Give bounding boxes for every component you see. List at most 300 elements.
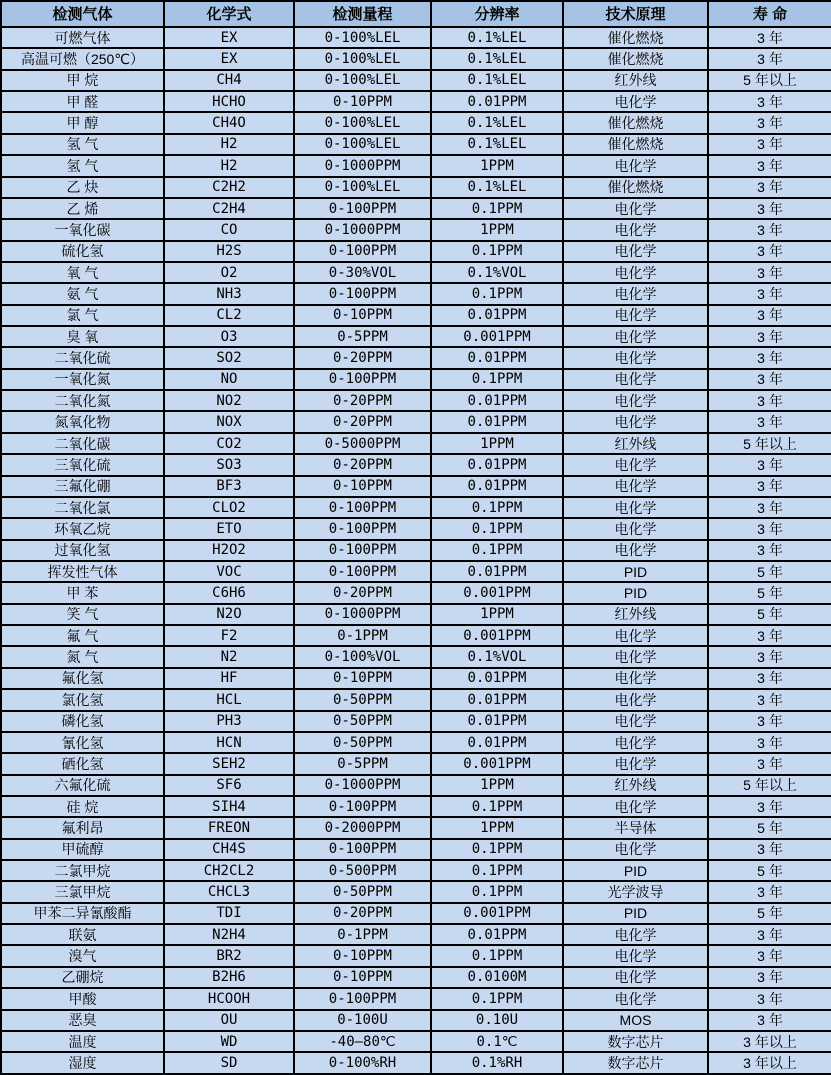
cell-lifespan: 5 年以上 [708, 70, 831, 91]
cell-resolution: 0.1%VOL [431, 262, 563, 283]
cell-formula: H2O2 [164, 540, 294, 561]
cell-formula: SO3 [164, 454, 294, 475]
cell-formula: EX [164, 48, 294, 69]
header-principle: 技术原理 [563, 1, 708, 27]
cell-resolution: 0.1%LEL [431, 112, 563, 133]
table-row [1, 48, 831, 69]
cell-formula: C6H6 [164, 582, 294, 603]
cell-principle: 电化学 [563, 91, 708, 112]
cell-principle: 数字芯片 [563, 1052, 708, 1074]
cell-principle: 红外线 [563, 70, 708, 91]
cell-lifespan: 3 年 [708, 326, 831, 347]
cell-lifespan: 3 年以上 [708, 1031, 831, 1052]
cell-formula: HCN [164, 732, 294, 753]
cell-principle: 光学波导 [563, 881, 708, 902]
cell-resolution: 0.1PPM [431, 518, 563, 539]
cell-principle: 电化学 [563, 262, 708, 283]
cell-range: 0-20PPM [294, 390, 431, 411]
cell-range: 0-100PPM [294, 497, 431, 518]
cell-gas: 甲硫醇 [1, 839, 164, 860]
cell-gas: 二氧化氮 [1, 390, 164, 411]
cell-principle: 电化学 [563, 924, 708, 945]
cell-lifespan: 5 年 [708, 817, 831, 838]
cell-formula: CH4O [164, 112, 294, 133]
cell-range: 0-100%LEL [294, 134, 431, 155]
table-row [1, 945, 831, 966]
cell-gas: 氟化氢 [1, 668, 164, 689]
cell-lifespan: 3 年 [708, 198, 831, 219]
cell-range: 0-100PPM [294, 241, 431, 262]
cell-range: 0-100PPM [294, 369, 431, 390]
cell-formula: N2O [164, 604, 294, 625]
cell-resolution: 0.1PPM [431, 860, 563, 881]
cell-resolution: 0.1PPM [431, 283, 563, 304]
cell-principle: 催化燃烧 [563, 48, 708, 69]
cell-resolution: 0.1%LEL [431, 134, 563, 155]
cell-principle: 数字芯片 [563, 1031, 708, 1052]
cell-range: 0-5000PPM [294, 433, 431, 454]
cell-lifespan: 3 年 [708, 347, 831, 368]
cell-gas: 三氯甲烷 [1, 881, 164, 902]
cell-formula: CH4 [164, 70, 294, 91]
cell-resolution: 1PPM [431, 433, 563, 454]
cell-resolution: 0.01PPM [431, 711, 563, 732]
cell-range: 0-50PPM [294, 881, 431, 902]
cell-range: 0-2000PPM [294, 817, 431, 838]
cell-lifespan: 3 年 [708, 967, 831, 988]
cell-range: 0-100%LEL [294, 48, 431, 69]
table-row [1, 411, 831, 432]
table-row [1, 91, 831, 112]
cell-lifespan: 5 年 [708, 582, 831, 603]
cell-formula: BR2 [164, 945, 294, 966]
cell-range: 0-1000PPM [294, 155, 431, 176]
header-gas: 检测气体 [1, 1, 164, 27]
table-body [1, 27, 831, 1074]
table-row [1, 518, 831, 539]
cell-gas: 二氧化氯 [1, 497, 164, 518]
cell-principle: 半导体 [563, 817, 708, 838]
cell-resolution: 0.1PPM [431, 241, 563, 262]
table-row [1, 241, 831, 262]
cell-resolution: 0.1%LEL [431, 27, 563, 48]
cell-formula: HCOOH [164, 988, 294, 1009]
cell-formula: HF [164, 668, 294, 689]
cell-principle: 电化学 [563, 219, 708, 240]
cell-lifespan: 3 年 [708, 711, 831, 732]
cell-range: 0-10PPM [294, 668, 431, 689]
cell-gas: 氯化氢 [1, 689, 164, 710]
cell-resolution: 0.01PPM [431, 454, 563, 475]
cell-range: 0-100%VOL [294, 646, 431, 667]
cell-principle: PID [563, 561, 708, 582]
cell-formula: SF6 [164, 775, 294, 796]
cell-lifespan: 5 年 [708, 604, 831, 625]
cell-lifespan: 3 年 [708, 924, 831, 945]
cell-range: 0-100%LEL [294, 177, 431, 198]
cell-formula: EX [164, 27, 294, 48]
cell-lifespan: 3 年 [708, 390, 831, 411]
cell-formula: NH3 [164, 283, 294, 304]
cell-lifespan: 3 年 [708, 177, 831, 198]
cell-range: -40—80℃ [294, 1031, 431, 1052]
cell-gas: 磷化氢 [1, 711, 164, 732]
cell-gas: 可燃气体 [1, 27, 164, 48]
cell-lifespan: 3 年 [708, 881, 831, 902]
cell-principle: 电化学 [563, 390, 708, 411]
cell-formula: SO2 [164, 347, 294, 368]
table-row [1, 817, 831, 838]
cell-gas: 联氨 [1, 924, 164, 945]
cell-principle: 催化燃烧 [563, 134, 708, 155]
cell-principle: 电化学 [563, 155, 708, 176]
table-row [1, 433, 831, 454]
cell-gas: 硒化氢 [1, 753, 164, 774]
cell-resolution: 0.1PPM [431, 839, 563, 860]
cell-gas: 乙硼烷 [1, 967, 164, 988]
cell-range: 0-50PPM [294, 732, 431, 753]
table-row [1, 860, 831, 881]
cell-resolution: 0.01PPM [431, 924, 563, 945]
cell-range: 0-10PPM [294, 945, 431, 966]
cell-principle: 电化学 [563, 753, 708, 774]
cell-resolution: 0.01PPM [431, 689, 563, 710]
cell-lifespan: 3 年 [708, 796, 831, 817]
cell-principle: 电化学 [563, 839, 708, 860]
cell-gas: 甲 醛 [1, 91, 164, 112]
cell-gas: 甲 苯 [1, 582, 164, 603]
cell-range: 0-100%LEL [294, 70, 431, 91]
cell-range: 0-5PPM [294, 326, 431, 347]
table-row [1, 924, 831, 945]
cell-gas: 湿度 [1, 1052, 164, 1074]
cell-range: 0-100%LEL [294, 27, 431, 48]
cell-lifespan: 3 年 [708, 305, 831, 326]
cell-gas: 乙 炔 [1, 177, 164, 198]
cell-range: 0-50PPM [294, 711, 431, 732]
cell-resolution: 0.0100M [431, 967, 563, 988]
cell-range: 0-100PPM [294, 283, 431, 304]
cell-gas: 高温可燃（250℃） [1, 48, 164, 69]
table-row [1, 70, 831, 91]
cell-resolution: 1PPM [431, 604, 563, 625]
cell-principle: PID [563, 903, 708, 924]
table-row [1, 753, 831, 774]
table-row [1, 390, 831, 411]
cell-principle: 电化学 [563, 369, 708, 390]
cell-gas: 二氧化硫 [1, 347, 164, 368]
cell-lifespan: 5 年 [708, 561, 831, 582]
cell-lifespan: 3 年 [708, 753, 831, 774]
cell-resolution: 0.01PPM [431, 732, 563, 753]
cell-gas: 氮氧化物 [1, 411, 164, 432]
cell-range: 0-1PPM [294, 924, 431, 945]
cell-formula: N2 [164, 646, 294, 667]
cell-gas: 甲苯二异氰酸酯 [1, 903, 164, 924]
cell-range: 0-100PPM [294, 540, 431, 561]
cell-principle: 电化学 [563, 305, 708, 326]
table-row [1, 561, 831, 582]
cell-range: 0-100PPM [294, 839, 431, 860]
cell-range: 0-10PPM [294, 91, 431, 112]
cell-lifespan: 3 年 [708, 945, 831, 966]
cell-principle: 催化燃烧 [563, 27, 708, 48]
cell-resolution: 0.01PPM [431, 91, 563, 112]
cell-gas: 三氧化硫 [1, 454, 164, 475]
cell-lifespan: 3 年 [708, 497, 831, 518]
cell-lifespan: 3 年 [708, 283, 831, 304]
cell-resolution: 0.001PPM [431, 582, 563, 603]
table-row [1, 219, 831, 240]
table-row [1, 476, 831, 497]
cell-lifespan: 3 年 [708, 112, 831, 133]
cell-gas: 氟利昂 [1, 817, 164, 838]
cell-principle: 电化学 [563, 732, 708, 753]
table-row [1, 305, 831, 326]
cell-principle: 电化学 [563, 540, 708, 561]
cell-resolution: 0.01PPM [431, 668, 563, 689]
cell-formula: NO2 [164, 390, 294, 411]
cell-principle: 电化学 [563, 796, 708, 817]
cell-range: 0-100PPM [294, 796, 431, 817]
cell-principle: 电化学 [563, 476, 708, 497]
cell-formula: VOC [164, 561, 294, 582]
cell-formula: ETO [164, 518, 294, 539]
cell-resolution: 0.1PPM [431, 881, 563, 902]
header-formula: 化学式 [164, 1, 294, 27]
cell-range: 0-500PPM [294, 860, 431, 881]
cell-lifespan: 3 年 [708, 134, 831, 155]
table-row [1, 198, 831, 219]
table-row [1, 582, 831, 603]
cell-lifespan: 3 年 [708, 1010, 831, 1031]
cell-resolution: 0.1PPM [431, 540, 563, 561]
cell-principle: 红外线 [563, 604, 708, 625]
cell-resolution: 1PPM [431, 219, 563, 240]
cell-gas: 二氧化碳 [1, 433, 164, 454]
cell-principle: 电化学 [563, 518, 708, 539]
cell-principle: 催化燃烧 [563, 177, 708, 198]
table-row [1, 689, 831, 710]
cell-lifespan: 5 年以上 [708, 433, 831, 454]
cell-gas: 氧 气 [1, 262, 164, 283]
cell-resolution: 0.01PPM [431, 390, 563, 411]
cell-resolution: 0.1PPM [431, 198, 563, 219]
cell-formula: H2 [164, 134, 294, 155]
cell-formula: OU [164, 1010, 294, 1031]
cell-range: 0-20PPM [294, 454, 431, 475]
cell-range: 0-10PPM [294, 305, 431, 326]
cell-gas: 氮 气 [1, 646, 164, 667]
cell-lifespan: 3 年 [708, 369, 831, 390]
cell-range: 0-50PPM [294, 689, 431, 710]
cell-gas: 过氧化氢 [1, 540, 164, 561]
cell-lifespan: 3 年 [708, 668, 831, 689]
cell-lifespan: 3 年 [708, 476, 831, 497]
table-row [1, 625, 831, 646]
cell-resolution: 0.01PPM [431, 347, 563, 368]
cell-principle: 电化学 [563, 283, 708, 304]
cell-range: 0-1000PPM [294, 775, 431, 796]
cell-range: 0-10PPM [294, 476, 431, 497]
cell-gas: 硫化氢 [1, 241, 164, 262]
cell-lifespan: 3 年 [708, 48, 831, 69]
cell-lifespan: 3 年 [708, 689, 831, 710]
cell-formula: BF3 [164, 476, 294, 497]
cell-gas: 氰化氢 [1, 732, 164, 753]
cell-resolution: 0.10U [431, 1010, 563, 1031]
cell-range: 0-20PPM [294, 411, 431, 432]
cell-formula: TDI [164, 903, 294, 924]
cell-gas: 氨 气 [1, 283, 164, 304]
cell-gas: 挥发性气体 [1, 561, 164, 582]
table-row [1, 646, 831, 667]
cell-resolution: 0.1PPM [431, 369, 563, 390]
cell-resolution: 0.1%LEL [431, 177, 563, 198]
table-row [1, 604, 831, 625]
table-row [1, 1052, 831, 1074]
cell-resolution: 0.1PPM [431, 796, 563, 817]
cell-gas: 臭 氧 [1, 326, 164, 347]
cell-lifespan: 3 年 [708, 839, 831, 860]
cell-range: 0-100PPM [294, 988, 431, 1009]
cell-formula: CL2 [164, 305, 294, 326]
cell-principle: 电化学 [563, 347, 708, 368]
cell-resolution: 0.01PPM [431, 476, 563, 497]
cell-range: 0-100PPM [294, 561, 431, 582]
cell-principle: 电化学 [563, 241, 708, 262]
cell-resolution: 0.001PPM [431, 903, 563, 924]
cell-formula: CO2 [164, 433, 294, 454]
cell-principle: 电化学 [563, 689, 708, 710]
table-row [1, 775, 831, 796]
cell-range: 0-100PPM [294, 518, 431, 539]
cell-formula: NOX [164, 411, 294, 432]
cell-gas: 甲 烷 [1, 70, 164, 91]
table-row [1, 839, 831, 860]
cell-formula: CLO2 [164, 497, 294, 518]
cell-formula: H2S [164, 241, 294, 262]
cell-lifespan: 3 年 [708, 262, 831, 283]
table-row [1, 27, 831, 48]
cell-principle: 电化学 [563, 326, 708, 347]
table-row [1, 903, 831, 924]
cell-formula: CH4S [164, 839, 294, 860]
cell-resolution: 0.1%RH [431, 1052, 563, 1074]
cell-lifespan: 3 年 [708, 241, 831, 262]
cell-formula: N2H4 [164, 924, 294, 945]
table-row [1, 497, 831, 518]
cell-principle: 电化学 [563, 967, 708, 988]
table-row [1, 988, 831, 1009]
cell-formula: FREON [164, 817, 294, 838]
cell-lifespan: 5 年 [708, 860, 831, 881]
table-row [1, 711, 831, 732]
cell-gas: 环氧乙烷 [1, 518, 164, 539]
cell-range: 0-30%VOL [294, 262, 431, 283]
cell-formula: NO [164, 369, 294, 390]
cell-range: 0-100PPM [294, 198, 431, 219]
cell-gas: 笑 气 [1, 604, 164, 625]
cell-principle: MOS [563, 1010, 708, 1031]
table-row [1, 134, 831, 155]
cell-formula: SIH4 [164, 796, 294, 817]
cell-gas: 六氟化硫 [1, 775, 164, 796]
header-range: 检测量程 [294, 1, 431, 27]
table-row [1, 454, 831, 475]
cell-formula: SD [164, 1052, 294, 1074]
cell-gas: 氯 气 [1, 305, 164, 326]
table-row [1, 177, 831, 198]
cell-resolution: 0.01PPM [431, 411, 563, 432]
table-row [1, 262, 831, 283]
cell-resolution: 0.001PPM [431, 753, 563, 774]
cell-lifespan: 3 年 [708, 540, 831, 561]
table-row [1, 155, 831, 176]
cell-formula: SEH2 [164, 753, 294, 774]
cell-lifespan: 3 年 [708, 219, 831, 240]
table-row [1, 347, 831, 368]
cell-resolution: 0.01PPM [431, 305, 563, 326]
cell-formula: HCHO [164, 91, 294, 112]
cell-lifespan: 5 年 [708, 903, 831, 924]
table-row [1, 732, 831, 753]
table-row [1, 1010, 831, 1031]
cell-principle: 电化学 [563, 646, 708, 667]
cell-principle: 电化学 [563, 711, 708, 732]
table-row [1, 796, 831, 817]
cell-formula: C2H4 [164, 198, 294, 219]
cell-formula: CHCL3 [164, 881, 294, 902]
cell-formula: HCL [164, 689, 294, 710]
cell-lifespan: 3 年 [708, 988, 831, 1009]
cell-formula: WD [164, 1031, 294, 1052]
table-header [1, 1, 831, 27]
cell-lifespan: 3 年 [708, 518, 831, 539]
cell-lifespan: 5 年以上 [708, 775, 831, 796]
cell-lifespan: 3 年 [708, 27, 831, 48]
cell-range: 0-20PPM [294, 582, 431, 603]
cell-resolution: 0.001PPM [431, 326, 563, 347]
cell-gas: 氟 气 [1, 625, 164, 646]
cell-principle: 红外线 [563, 433, 708, 454]
cell-gas: 乙 烯 [1, 198, 164, 219]
header-lifespan: 寿 命 [708, 1, 831, 27]
cell-principle: 电化学 [563, 198, 708, 219]
cell-formula: CO [164, 219, 294, 240]
cell-formula: C2H2 [164, 177, 294, 198]
cell-resolution: 0.1PPM [431, 945, 563, 966]
cell-range: 0-1000PPM [294, 604, 431, 625]
cell-resolution: 1PPM [431, 775, 563, 796]
cell-resolution: 0.01PPM [431, 561, 563, 582]
cell-gas: 三氟化硼 [1, 476, 164, 497]
cell-range: 0-1000PPM [294, 219, 431, 240]
cell-gas: 一氧化碳 [1, 219, 164, 240]
cell-gas: 溴气 [1, 945, 164, 966]
cell-resolution: 0.1PPM [431, 988, 563, 1009]
cell-gas: 一氧化氮 [1, 369, 164, 390]
cell-resolution: 0.001PPM [431, 625, 563, 646]
cell-range: 0-20PPM [294, 903, 431, 924]
cell-gas: 硅 烷 [1, 796, 164, 817]
cell-resolution: 1PPM [431, 817, 563, 838]
cell-range: 0-20PPM [294, 347, 431, 368]
cell-lifespan: 3 年 [708, 732, 831, 753]
table-row [1, 881, 831, 902]
cell-lifespan: 3 年以上 [708, 1052, 831, 1074]
cell-formula: O3 [164, 326, 294, 347]
